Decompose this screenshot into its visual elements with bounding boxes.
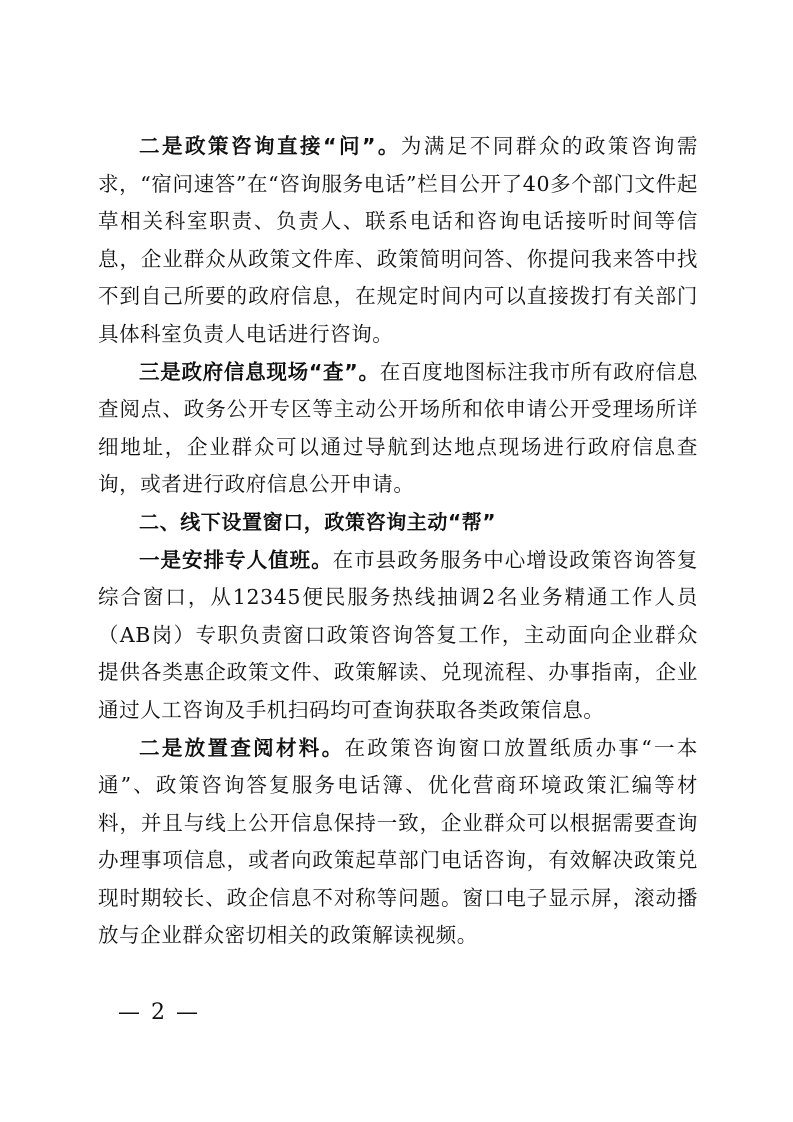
paragraph-text: 在百度地图标注我市所有政府信息查阅点、政务公开专区等主动公开场所和依申请公开受理场所详细地址，企业群众可以通过导航到达地点现场进行政府信息查询，或者进行政府信息公开申请。 xyxy=(98,359,699,497)
paragraph-reference-materials xyxy=(98,730,698,956)
paragraph-text: 在市县政务服务中心增设政策咨询答复综合窗口，从12345便民服务热线抽调2名业务精通工作人员（AB岗）专职负责窗口政策咨询答复工作，主动面向企业群众提供各类惠企政策文件、政策解读、兑现流程、办事指南，企业通过人工咨询及手机扫码均可查询获取各类政策信息。 xyxy=(98,547,698,722)
paragraph-policy-inquiry-ask xyxy=(98,128,698,354)
paragraph-lead: 一是安排专人值班。 xyxy=(139,547,333,572)
paragraph-info-onsite-check xyxy=(98,354,698,504)
paragraph-lead: 二是政策咨询直接“问”。 xyxy=(139,134,401,158)
paragraph-staff-on-duty xyxy=(98,542,698,730)
paragraph-text: 在政策咨询窗口放置纸质办事“一本通”、政策咨询答复服务电话簿、优化营商环境政策汇编等材料，并且与线上公开信息保持一致，企业群众可以根据需要查询办理事项信息，或者向政策起草部门电话咨询，有效解决政策兑现时期较长、政企信息不对称等问题。窗口电子显示屏，滚动播放与企业群众密切相关的政策解读视频。 xyxy=(98,735,698,948)
paragraph-lead: 三是政府信息现场“查”。 xyxy=(139,359,380,384)
paragraph-lead: 二是放置查阅材料。 xyxy=(139,735,345,760)
document-body xyxy=(98,128,698,955)
paragraph-text: 为满足不同群众的政策咨询需求，“宿问速答”在“咨询服务电话”栏目公开了40多个部门文件起草相关科室职责、负责人、联系电话和咨询电话接听时间等信息，企业群众从政策文件库、政策简明问答、你提问我来答中找不到自己所要的政府信息，在规定时间内可以直接拨打有关部门具体科室负责人电话进行咨询。 xyxy=(98,134,698,346)
section-heading: 二、线下设置窗口，政策咨询主动“帮” xyxy=(139,509,497,534)
page-number: — 2 — xyxy=(118,1000,200,1025)
